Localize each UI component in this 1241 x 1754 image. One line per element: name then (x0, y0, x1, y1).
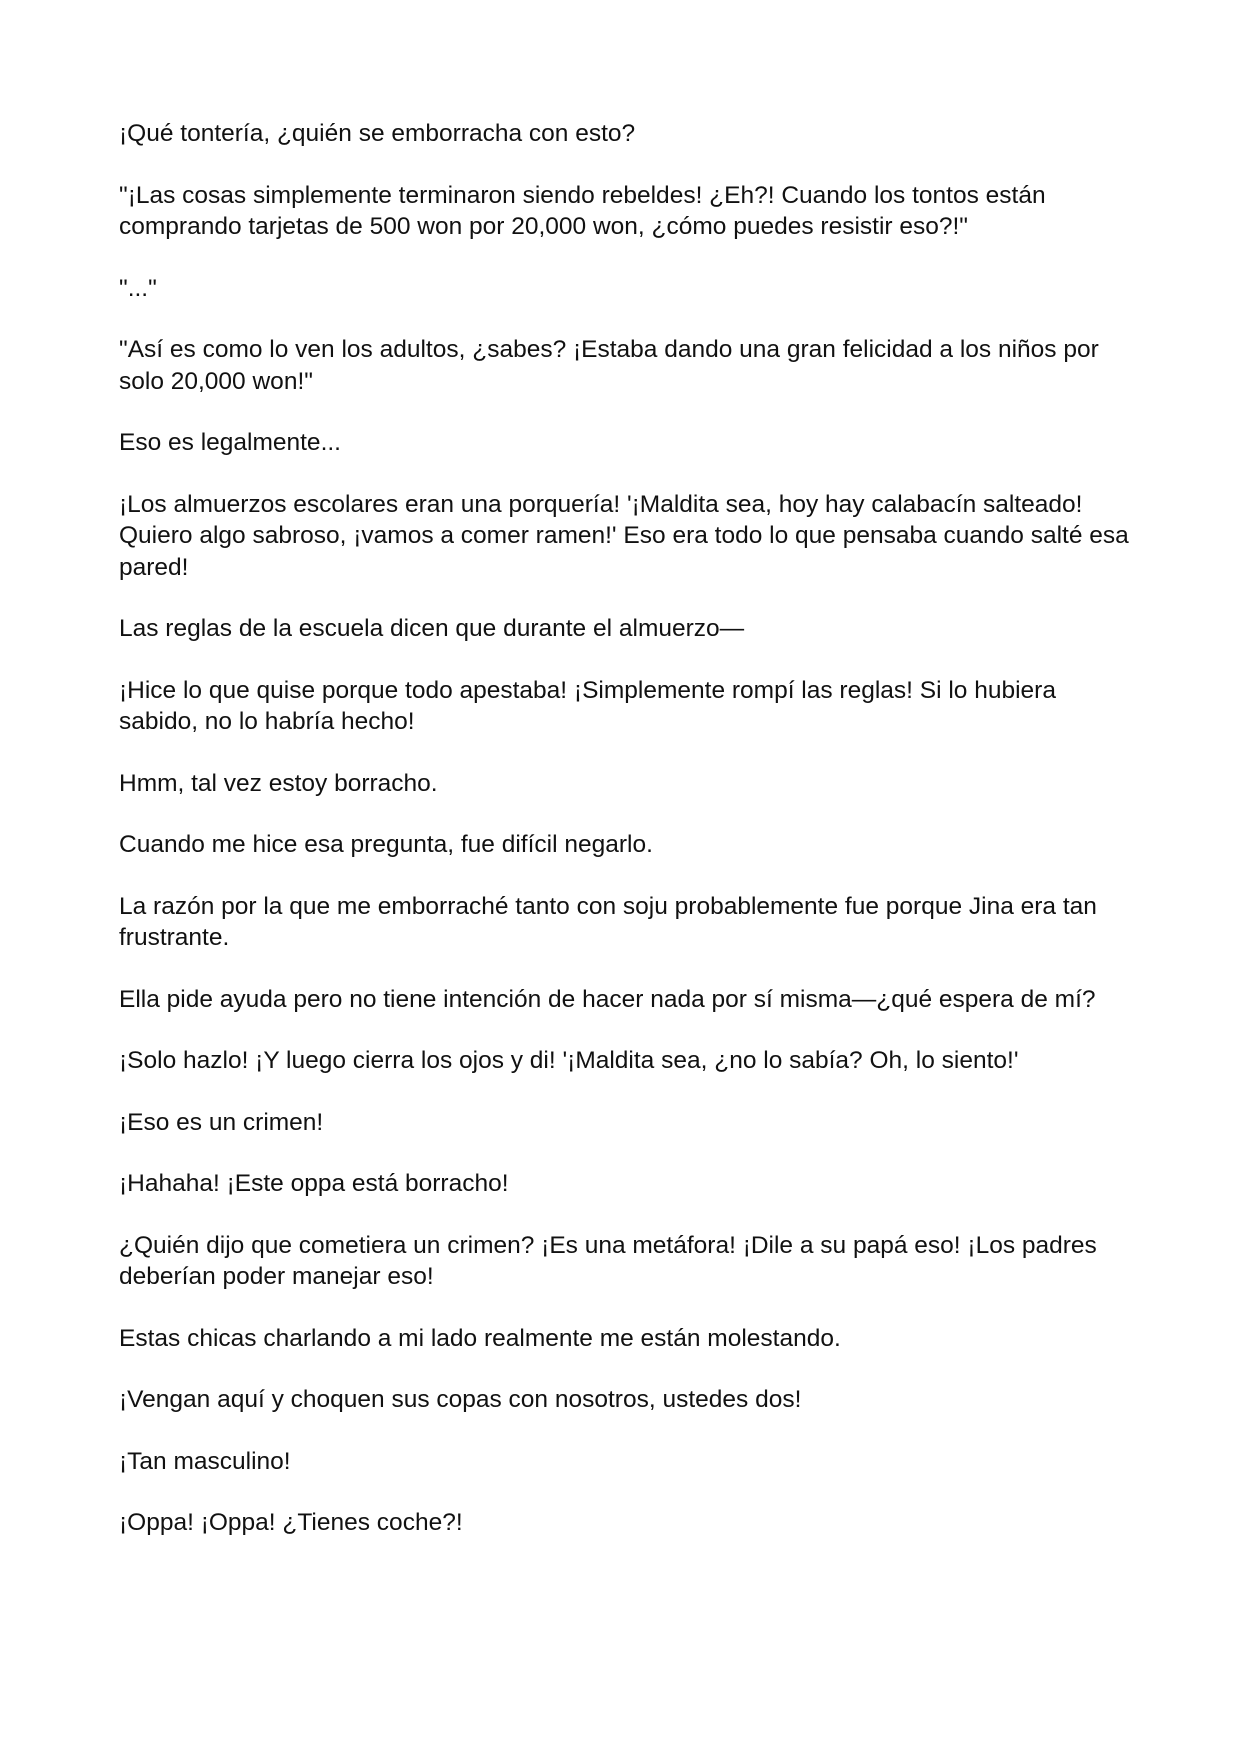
paragraph: ¡Solo hazlo! ¡Y luego cierra los ojos y di! '¡Maldita sea, ¿no lo sabía? Oh, lo siento!' (119, 1047, 1019, 1074)
paragraph: Eso es legalmente... (119, 429, 341, 456)
paragraph: ¡Qué tontería, ¿quién se emborracha con esto? (119, 120, 636, 147)
paragraph: ¿Quién dijo que cometiera un crimen? ¡Es una metáfora! ¡Dile a su papá eso! ¡Los padres deberían poder manejar eso! (119, 1231, 1097, 1290)
paragraph: "¡Las cosas simplemente terminaron siendo rebeldes! ¿Eh?! Cuando los tontos están comprando tarjetas de 500 won por 20,000 won, ¿cómo puedes resistir eso?!" (119, 181, 1046, 240)
paragraph: La razón por la que me emborraché tanto con soju probablemente fue porque Jina era tan frustrante. (119, 892, 1097, 951)
document-body (119, 118, 1129, 1569)
paragraph: "..." (119, 274, 157, 302)
paragraph: "Así es como lo ven los adultos, ¿sabes? ¡Estaba dando una gran felicidad a los niños por solo 20,000 won!" (119, 336, 1099, 395)
paragraph: ¡Eso es un crimen! (119, 1108, 324, 1136)
paragraph: Hmm, tal vez estoy borracho. (119, 769, 438, 797)
paragraph: Estas chicas charlando a mi lado realmente me están molestando. (119, 1324, 841, 1352)
paragraph: ¡Tan masculino! (119, 1447, 291, 1475)
paragraph: ¡Hice lo que quise porque todo apestaba! ¡Simplemente rompí las reglas! Si lo hubiera sabido, no lo habría hecho! (119, 676, 1056, 735)
paragraph: ¡Los almuerzos escolares eran una porquería! '¡Maldita sea, hoy hay calabacín salteado! Quiero algo sabroso, ¡vamos a comer ramen!' Eso era todo lo que pensaba cuando salté esa pared! (119, 490, 1129, 581)
paragraph: ¡Oppa! ¡Oppa! ¿Tienes coche?! (119, 1509, 463, 1536)
paragraph: Cuando me hice esa pregunta, fue difícil negarlo. (119, 831, 653, 858)
paragraph: Las reglas de la escuela dicen que durante el almuerzo— (119, 615, 745, 642)
paragraph: Ella pide ayuda pero no tiene intención de hacer nada por sí misma—¿qué espera de mí? (119, 985, 1096, 1013)
paragraph: ¡Vengan aquí y choquen sus copas con nosotros, ustedes dos! (119, 1386, 802, 1413)
paragraph: ¡Hahaha! ¡Este oppa está borracho! (119, 1170, 509, 1197)
